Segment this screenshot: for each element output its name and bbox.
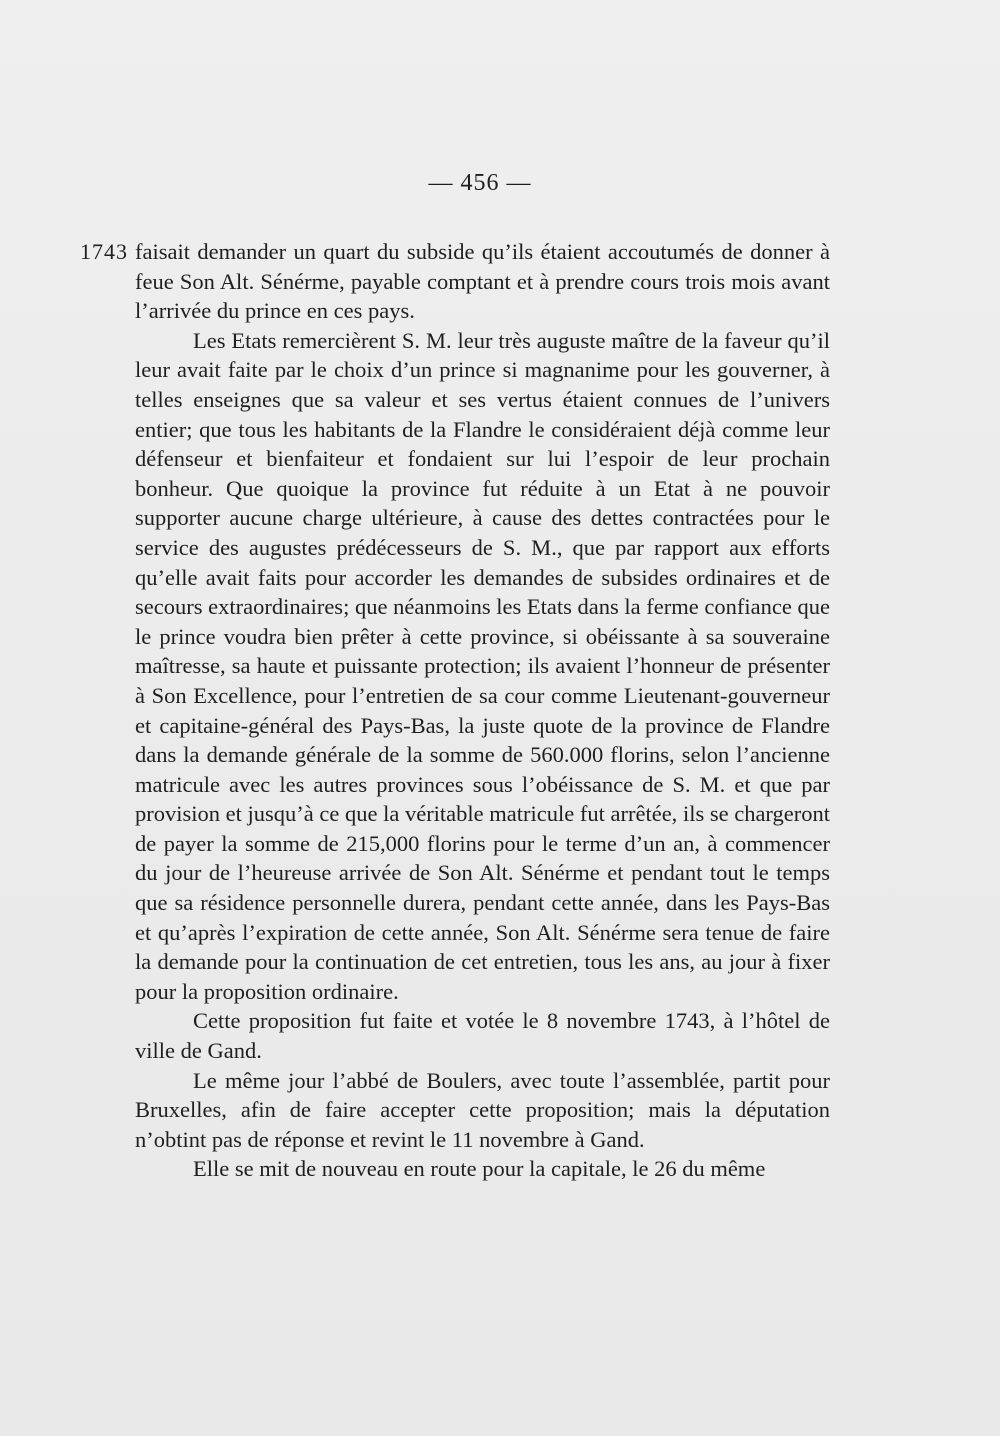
page-number: — 456 — — [428, 170, 532, 196]
body-text — [135, 237, 830, 1184]
paragraph: Elle se mit de nouveau en route pour la capitale, le 26 du même — [193, 1156, 766, 1182]
paragraph: Les Etats remercièrent S. M. leur très auguste maître de la faveur qu’il leur avait faite par le choix d’un prince si magnanime pour les gouverner, à telles enseignes que sa valeur et ses vertus étaient connues de l’univers entier; que tous les habitants de la Flandre le considéraient déjà comme leur défenseur et bienfaiteur et fondaient sur lui l’espoir de leur prochain bonheur. Que quoique la province fut réduite à un Etat à ne pouvoir supporter aucune charge ultérieure, à cause des dettes contractées pour le service des augustes prédécesseurs de S. M., que par rapport aux efforts qu’elle avait faits pour accorder les demandes de subsides ordinaires et de secours extraordinaires; que néanmoins les Etats dans la ferme confiance que le prince voudra bien prêter à cette province, si obéissante à sa souveraine maîtresse, sa haute et puissante protection; ils avaient l’honneur de présenter à Son Excellence, pour l’entretien de sa cour comme Lieutenant-gouverneur et capitaine-général des Pays-Bas, la juste quote de la province de Flandre dans la demande générale de la somme de 560.000 florins, selon l’ancienne matricule avec les autres provinces sous l’obéissance de S. M. et que par provision et jusqu’à ce que la véritable matricule fut arrêtée, ils se chargeront de payer la somme de 215,000 florins pour le terme d’un an, à commencer du jour de l’heureuse arrivée de Son Alt. Sénérme et pendant tout le temps que sa résidence personnelle durera, pendant cette année, dans les Pays-Bas et qu’après l’expiration de cette année, Son Alt. Sénérme sera tenue de faire la demande pour la continuation de cet entretien, tous les ans, au jour à fixer pour la proposition ordinaire. — [135, 327, 830, 1004]
paragraph: Le même jour l’abbé de Boulers, avec toute l’assemblée, partit pour Bruxelles, afin de faire accepter cette proposition; mais la députation n’obtint pas de réponse et revint le 11 novembre à Gand. — [135, 1067, 830, 1152]
paragraph: faisait demander un quart du subside qu’ils étaient accoutumés de donner à feue Son Alt. Sénérme, payable comptant et à prendre cours trois mois avant l’arrivée du prince en ces pays. — [135, 239, 830, 324]
paragraph: Cette proposition fut faite et votée le 8 novembre 1743, à l’hôtel de ville de Gand. — [135, 1008, 830, 1064]
margin-year: 1743 — [80, 239, 128, 264]
